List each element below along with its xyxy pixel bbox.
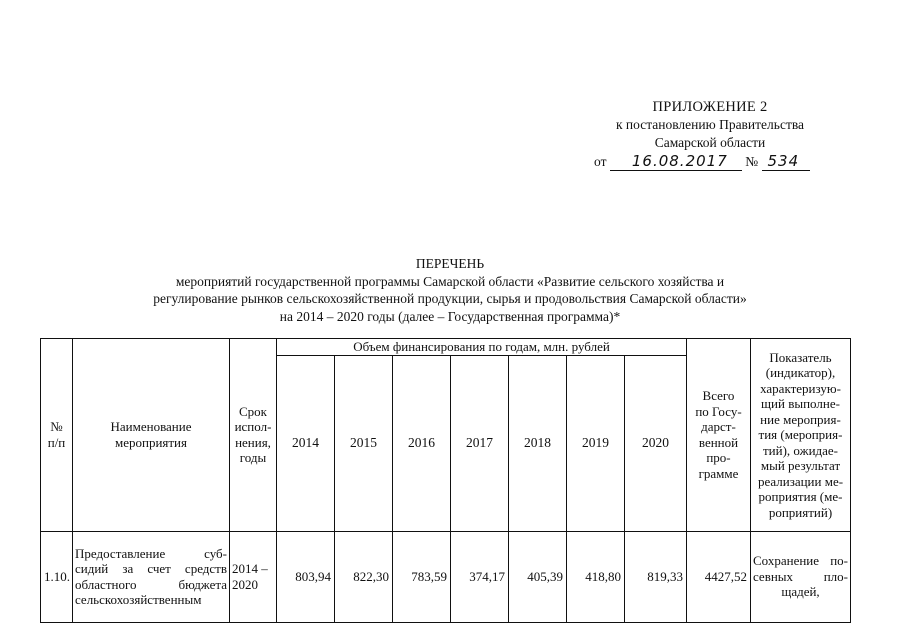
decree-number: 534 <box>762 152 810 171</box>
header-year-2020: 2020 <box>625 355 687 531</box>
row-total: 4427,52 <box>687 531 751 622</box>
decree-date: 16.08.2017 <box>610 152 742 171</box>
appendix-line-2: Самарской области <box>654 135 766 150</box>
document-heading <box>100 255 800 325</box>
header-term: Срок испол- нения, годы <box>230 339 277 532</box>
row-value-2015: 822,30 <box>335 531 393 622</box>
header-year-2017: 2017 <box>451 355 509 531</box>
row-value-2016: 783,59 <box>393 531 451 622</box>
header-year-2019: 2019 <box>567 355 625 531</box>
appendix-line-1: к постановлению Правительства <box>615 117 805 132</box>
row-num: 1.10. <box>41 531 73 622</box>
row-value-2018: 405,39 <box>509 531 567 622</box>
header-year-2018: 2018 <box>509 355 567 531</box>
heading-line-1: мероприятий государственной программы Самарской области «Развитие сельского хозяйства и <box>175 273 725 289</box>
header-indicator: Показатель (индикатор), характеризую- щий выполне- ние мероприя- тия (мероприя- тий), ожидае- мый результат реализации ме- роприятия (ме- роприятий) <box>751 339 851 532</box>
heading-line-2: регулирование рынков сельскохозяйственной продукции, сырья и продовольствия Самарской области» <box>153 291 747 306</box>
row-indicator: Сохранение по- севных пло- щадей, <box>751 531 851 622</box>
number-sign: № <box>745 154 759 169</box>
header-total: Всего по Госу- дарст- венной про- грамме <box>687 339 751 532</box>
row-term: 2014 – 2020 <box>230 531 277 622</box>
header-year-2016: 2016 <box>393 355 451 531</box>
header-year-2015: 2015 <box>335 355 393 531</box>
header-num: № п/п <box>41 339 73 532</box>
appendix-title: ПРИЛОЖЕНИЕ 2 <box>652 99 768 115</box>
row-value-2020: 819,33 <box>625 531 687 622</box>
heading-line-3: на 2014 – 2020 годы (далее – Государственная программа)* <box>279 308 621 324</box>
decree-date-number <box>594 152 810 171</box>
date-prefix: от <box>594 154 607 169</box>
header-name: Наименование мероприятия <box>73 339 230 532</box>
table-row <box>41 531 851 622</box>
row-name: Предоставление суб- сидий за счет средств областного бюджета сельскохозяйственным <box>73 531 230 622</box>
row-value-2014: 803,94 <box>277 531 335 622</box>
header-financing: Объем финансирования по годам, млн. рублей <box>277 339 687 356</box>
heading-title: ПЕРЕЧЕНЬ <box>415 256 485 271</box>
row-value-2017: 374,17 <box>451 531 509 622</box>
header-row-1 <box>41 339 851 356</box>
header-year-2014: 2014 <box>277 355 335 531</box>
measures-table <box>40 338 851 623</box>
appendix-block <box>560 98 860 152</box>
row-value-2019: 418,80 <box>567 531 625 622</box>
